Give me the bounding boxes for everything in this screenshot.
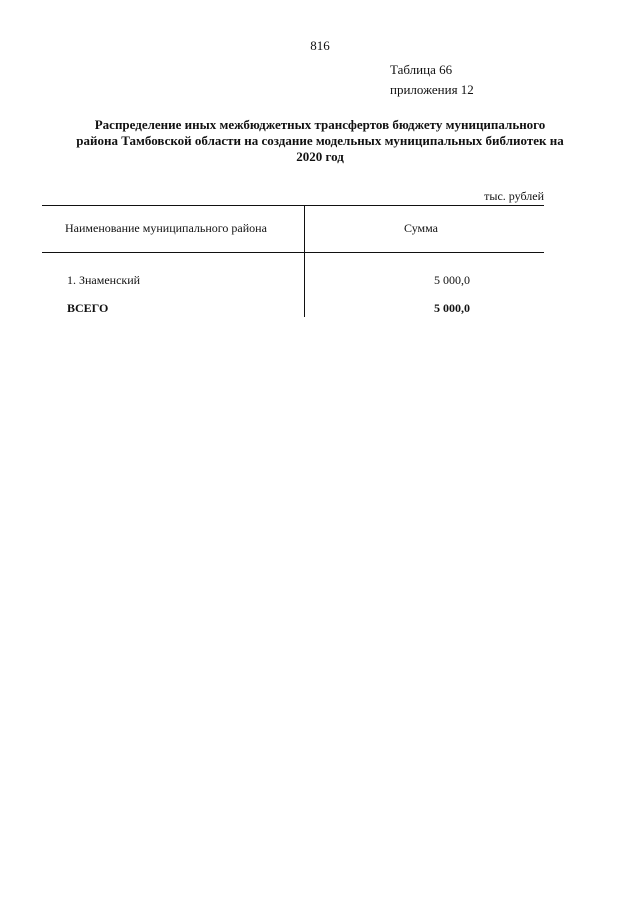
table-column-divider	[304, 205, 305, 317]
table-reference	[390, 60, 474, 100]
table-top-border	[42, 205, 544, 206]
row-sum-value: 5 000,0	[434, 273, 470, 287]
total-sum-value: 5 000,0	[434, 301, 470, 315]
document-title	[40, 117, 600, 165]
title-line-2: района Тамбовской области на создание модельных муниципальных библиотек на	[76, 133, 564, 148]
table-header-border	[42, 252, 544, 253]
units-label: тыс. рублей	[484, 189, 544, 203]
title-line-3: 2020 год	[296, 149, 344, 164]
title-line-1: Распределение иных межбюджетных трансфертов бюджету муниципального	[94, 117, 546, 132]
page-number: 816	[310, 38, 330, 53]
column-header-sum: Сумма	[404, 221, 438, 235]
column-header-name: Наименование муниципального района	[65, 221, 267, 235]
row-district-name: 1. Знаменский	[67, 273, 141, 287]
table-number: Таблица 66	[390, 62, 453, 77]
total-label: ВСЕГО	[67, 301, 109, 315]
appendix-number: приложения 12	[390, 82, 474, 97]
